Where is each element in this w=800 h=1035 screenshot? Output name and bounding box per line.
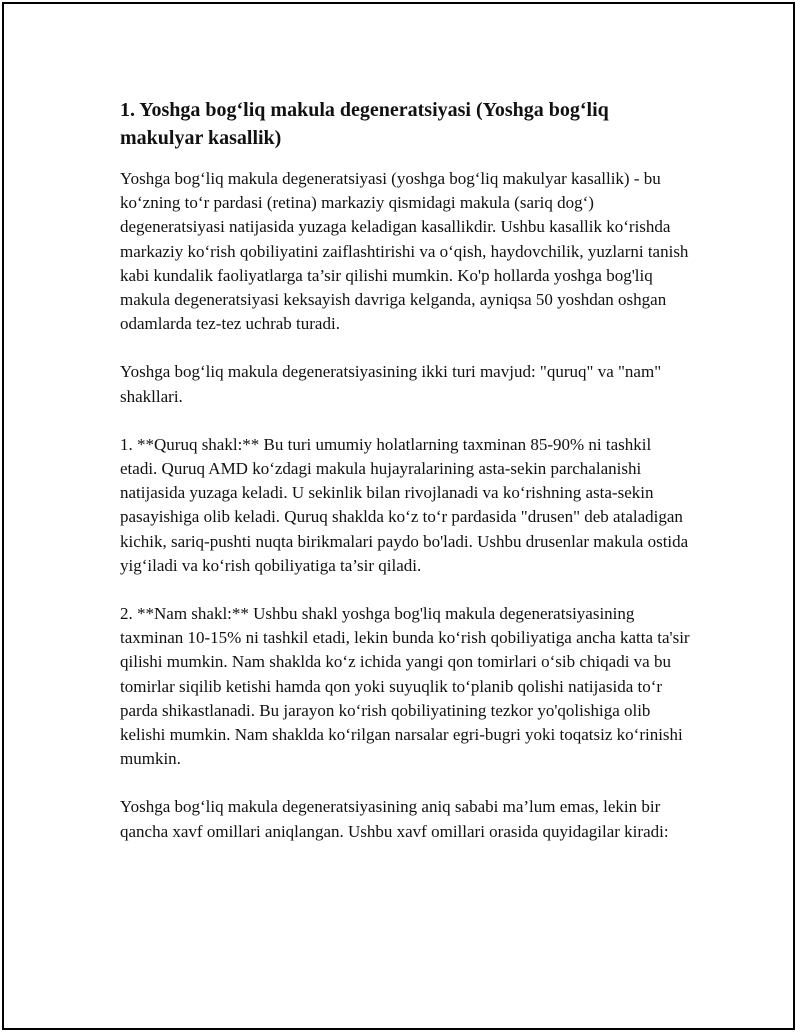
document-body bbox=[120, 96, 690, 868]
paragraph-risk-factors: Yoshga bog‘liq makula degeneratsiyasining aniq sababi ma’lum emas, lekin bir qancha xavf omillari aniqlangan. Ushbu xavf omillari orasida quyidagilar kiradi: bbox=[120, 797, 669, 841]
page-frame bbox=[2, 2, 795, 1030]
paragraph-types: Yoshga bog‘liq makula degeneratsiyasining ikki turi mavjud: "quruq" va "nam" shakllari. bbox=[120, 362, 662, 406]
section-heading: 1. Yoshga bog‘liq makula degeneratsiyasi (Yoshga bog‘liq makulyar kasallik) bbox=[120, 99, 609, 149]
paragraph-wet-form: 2. **Nam shakl:** Ushbu shakl yoshga bog'liq makula degeneratsiyasining taxminan 10-15% ni tashkil etadi, lekin bunda ko‘rish qobiliyatiga ancha katta ta'sir qilishi mumkin. Nam shaklda ko‘z ichida yangi qon tomirlari o‘sib chiqadi va bu tomirlar siqilib ketishi hamda qon yoki suyuqlik to‘planib qolishi natijasida to‘r parda shikastlanadi. Bu jarayon ko‘rish qobiliyatining tezkor yo'qolishiga olib kelishi mumkin. Nam shaklda ko‘rilgan narsalar egri-bugri yoki toqatsiz ko‘rinishi mumkin. bbox=[120, 604, 690, 769]
paragraph-intro: Yoshga bog‘liq makula degeneratsiyasi (yoshga bog‘liq makulyar kasallik) - bu ko‘zning to‘r pardasi (retina) markaziy qismidagi makula (sariq dog‘) degeneratsiyasi natijasida yuzaga keladigan kasallikdir. Ushbu kasallik ko‘rishda markaziy ko‘rish qobiliyatini zaiflashtirishi va o‘qish, haydovchilik, yuzlarni tanish kabi kundalik faoliyatlarga ta’sir qilishi mumkin. Ko'p hollarda yoshga bog'liq makula degeneratsiyasi keksayish davriga kelganda, ayniqsa 50 yoshdan oshgan odamlarda tez-tez uchrab turadi. bbox=[120, 169, 689, 334]
paragraph-dry-form: 1. **Quruq shakl:** Bu turi umumiy holatlarning taxminan 85-90% ni tashkil etadi. Quruq AMD ko‘zdagi makula hujayralarining asta-sekin parchalanishi natijasida yuzaga keladi. U sekinlik bilan rivojlanadi va ko‘rishning asta-sekin pasayishiga olib keladi. Quruq shaklda ko‘z to‘r pardasida "drusen" deb ataladigan kichik, sariq-pushti nuqta birikmalari paydo bo'ladi. Ushbu drusenlar makula ostida yig‘iladi va ko‘rish qobiliyatiga ta’sir qiladi. bbox=[120, 434, 689, 575]
